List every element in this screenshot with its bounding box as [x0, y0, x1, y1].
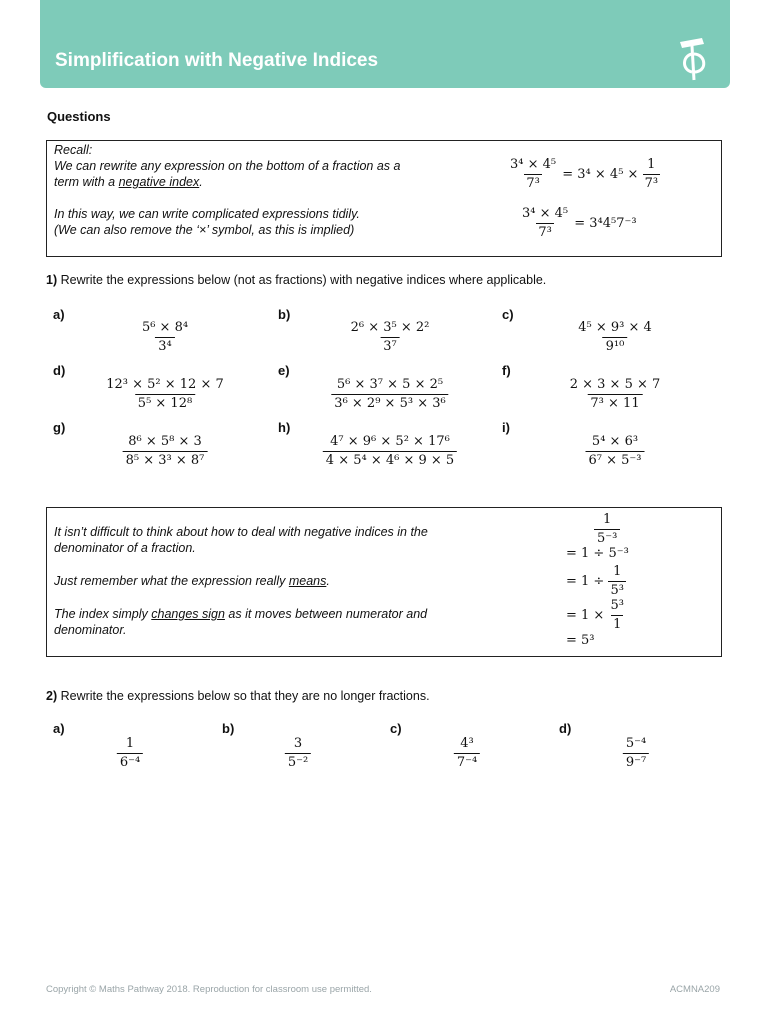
- q1-label-b: b): [278, 307, 291, 322]
- q1-fraction-g: $\frac{\text{8⁶ × 5⁸ × 3}}{\text{8⁵ × 3³ × 8⁷}}$: [123, 434, 208, 469]
- question-1-prompt: 1) Rewrite the expressions below (not as fractions) with negative indices where applicable.: [46, 273, 547, 287]
- recall-line-1: We can rewrite any expression on the bottom of a fraction as a: [54, 159, 401, 173]
- q1-label-f: f): [502, 363, 511, 378]
- tip-line-5: denominator.: [54, 623, 127, 637]
- q2-label-a: a): [53, 721, 65, 736]
- q2-label-c: c): [390, 721, 402, 736]
- recall-line-4: (We can also remove the ‘×’ symbol, as this is implied): [54, 223, 355, 237]
- recall-line-2: term with a negative index.: [54, 175, 203, 189]
- q1-fraction-d: $\frac{\text{12³ × 5² × 12 × 7}}{\text{5⁵ × 12⁸}}$: [106, 377, 224, 411]
- q1-fraction-e: $\frac{\text{5⁶ × 3⁷ × 5 × 2⁵}}{\text{3⁶ × 2⁹ × 5³ × 3⁶}}$: [331, 377, 448, 412]
- recall-equation-2: $\frac{\text{3⁴ × 4⁵}}{\text{7³}}$ = 3⁴4⁵7⁻³: [522, 206, 637, 240]
- q1-label-g: g): [53, 420, 66, 435]
- q1-fraction-c: $\frac{\text{4⁵ × 9³ × 4}}{\text{9¹⁰}}$: [578, 320, 652, 354]
- q1-fraction-b: $\frac{\text{2⁶ × 3⁵ × 2²}}{\text{3⁷}}$: [350, 320, 430, 354]
- tip-step-4: = 1 × $\frac{\text{5³}}{1}$: [566, 598, 624, 632]
- recall-equation-1: $\frac{\text{3⁴ × 4⁵}}{\text{7³}}$ = 3⁴ × 4⁵ × $\frac{1}{\text{7³}}$: [510, 157, 659, 191]
- q1-label-c: c): [502, 307, 514, 322]
- footer-copyright: Copyright © Maths Pathway 2018. Reproduction for classroom use permitted.: [46, 984, 372, 995]
- q1-label-a: a): [53, 307, 65, 322]
- tip-step-5: = 5³: [566, 633, 595, 648]
- recall-line-3: In this way, we can write complicated expressions tidily.: [54, 207, 360, 221]
- q2-label-b: b): [222, 721, 235, 736]
- tip-line-1: It isn’t difficult to think about how to deal with negative indices in the: [54, 525, 428, 539]
- q1-fraction-i: $\frac{\text{5⁴ × 6³}}{\text{6⁷ × 5⁻³}}$: [586, 434, 645, 469]
- tip-line-2: denominator of a fraction.: [54, 541, 196, 555]
- section-heading: Questions: [47, 109, 111, 124]
- page-title: Simplification with Negative Indices: [55, 50, 379, 71]
- tip-step-2: = 1 ÷ 5⁻³: [566, 546, 629, 561]
- q1-label-e: e): [278, 363, 290, 378]
- q2-fraction-c: $\frac{\text{4³}}{\text{7⁻⁴}}$: [454, 736, 480, 771]
- header-banner: [40, 0, 730, 88]
- q2-fraction-a: $\frac{1}{\text{6⁻⁴}}$: [117, 736, 143, 771]
- q2-label-d: d): [559, 721, 572, 736]
- q1-fraction-f: $\frac{2 \times 3 \times 5 \times 7}{\text{7³ × 11}}$: [569, 377, 661, 411]
- tip-step-1: $\frac{1}{\text{5⁻³}}$: [594, 512, 620, 547]
- question-2-prompt: 2) Rewrite the expressions below so that they are no longer fractions.: [46, 689, 430, 703]
- q1-label-i: i): [502, 420, 510, 435]
- q1-label-d: d): [53, 363, 66, 378]
- q1-label-h: h): [278, 420, 291, 435]
- q1-fraction-a: $\frac{\text{5⁶ × 8⁴}}{\text{3⁴}}$: [141, 320, 189, 354]
- tip-line-3: Just remember what the expression really means.: [54, 574, 330, 588]
- recall-label: Recall:: [54, 143, 93, 157]
- footer-code: ACMNA209: [669, 984, 720, 995]
- tip-line-4: The index simply changes sign as it moves between numerator and: [54, 607, 428, 621]
- q2-fraction-b: $\frac{3}{\text{5⁻²}}$: [285, 736, 311, 771]
- tip-step-3: = 1 ÷ $\frac{1}{\text{5³}}$: [566, 564, 624, 598]
- q2-fraction-d: $\frac{\text{5⁻⁴}}{\text{9⁻⁷}}$: [623, 736, 649, 771]
- maths-pathway-logo-icon: [676, 36, 712, 82]
- q1-fraction-h: $\frac{\text{4⁷ × 9⁶ × 5² × 17⁶}}{\text{4 × 5⁴ × 4⁶ × 9 × 5}}$: [323, 434, 457, 469]
